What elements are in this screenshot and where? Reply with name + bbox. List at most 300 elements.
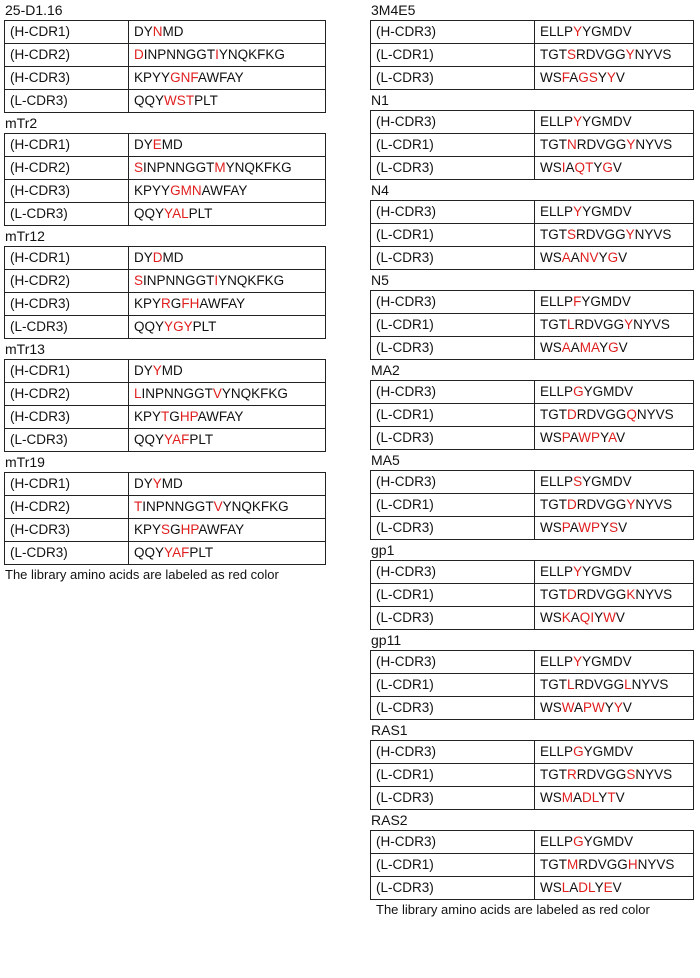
residue: G xyxy=(274,47,285,62)
residue: Y xyxy=(161,183,171,198)
residue: V xyxy=(655,407,665,422)
residue: T xyxy=(540,137,549,152)
residue: V xyxy=(594,317,604,332)
residue: A xyxy=(565,160,575,175)
residue: D xyxy=(173,24,184,39)
residue: N xyxy=(173,386,184,401)
residue: S xyxy=(663,497,673,512)
residue: G xyxy=(615,227,626,242)
cdr-sequence xyxy=(535,584,694,607)
residue: N xyxy=(146,273,157,288)
residue: L xyxy=(556,294,565,309)
left-column xyxy=(4,0,326,584)
cdr-region-label: (L-CDR1) xyxy=(371,134,535,157)
cdr-sequence xyxy=(535,404,694,427)
residue: N xyxy=(637,857,648,872)
cdr-region-label: (L-CDR3) xyxy=(5,316,129,339)
cdr-sequence xyxy=(129,429,326,452)
residue: M xyxy=(600,294,613,309)
cdr-region-label: (H-CDR1) xyxy=(5,134,129,157)
cdr-region-label: (H-CDR3) xyxy=(371,471,535,494)
residue: Y xyxy=(583,744,593,759)
residue: T xyxy=(206,273,215,288)
antibody-block xyxy=(370,0,694,90)
residue: V xyxy=(622,564,632,579)
residue: D xyxy=(612,564,623,579)
cdr-row xyxy=(371,741,694,764)
residue: T xyxy=(205,499,214,514)
residue: K xyxy=(264,273,274,288)
cdr-region-label: (H-CDR3) xyxy=(5,67,129,90)
residue: P xyxy=(188,206,198,221)
cdr-region-label: (H-CDR1) xyxy=(5,21,129,44)
residue: Y xyxy=(582,564,592,579)
residue: K xyxy=(251,386,261,401)
residue: N xyxy=(176,47,186,62)
residue: T xyxy=(208,319,217,334)
residue: Y xyxy=(155,206,165,221)
residue: V xyxy=(624,384,634,399)
cdr-region-label: (L-CDR3) xyxy=(371,427,535,450)
library-residue: W xyxy=(603,610,616,625)
residue: A xyxy=(199,296,208,311)
residue: Y xyxy=(143,363,153,378)
residue: D xyxy=(134,363,144,378)
residue: G xyxy=(604,47,616,62)
cdr-region-label: (L-CDR3) xyxy=(371,67,535,90)
cdr-region-label: (H-CDR3) xyxy=(371,741,535,764)
residue: L xyxy=(549,384,557,399)
residue: E xyxy=(540,564,550,579)
cdr-sequence xyxy=(535,201,694,224)
library-residue: T xyxy=(134,499,143,514)
residue: V xyxy=(653,227,663,242)
cdr-row xyxy=(371,381,694,404)
residue: N xyxy=(635,137,646,152)
cdr-region-label: (H-CDR3) xyxy=(371,291,535,314)
residue: L xyxy=(201,319,209,334)
residue: Y xyxy=(645,137,655,152)
residue: T xyxy=(558,137,568,152)
cdr-row xyxy=(371,314,694,337)
residue: Y xyxy=(598,250,608,265)
cdr-table xyxy=(370,110,694,180)
residue: F xyxy=(220,296,229,311)
library-residue: Q xyxy=(574,160,586,175)
residue: K xyxy=(254,160,264,175)
cdr-region-label: (L-CDR1) xyxy=(371,584,535,607)
footnote: The library amino acids are labeled as red color xyxy=(5,567,279,582)
cdr-sequence xyxy=(535,337,694,360)
residue: G xyxy=(591,24,602,39)
residue: Y xyxy=(645,587,655,602)
residue: D xyxy=(173,137,183,152)
residue: Q xyxy=(134,93,145,108)
residue: Y xyxy=(644,47,654,62)
residue: A xyxy=(569,430,579,445)
cdr-sequence xyxy=(129,270,326,293)
cdr-region-label: (L-CDR1) xyxy=(371,494,535,517)
library-residue: S xyxy=(588,70,598,85)
residue: N xyxy=(146,499,156,514)
residue: V xyxy=(654,497,664,512)
residue: T xyxy=(558,587,568,602)
cdr-row xyxy=(371,134,694,157)
library-residue: F xyxy=(561,70,570,85)
antibody-block xyxy=(370,450,694,540)
library-residue: I xyxy=(215,47,219,62)
residue: P xyxy=(564,114,574,129)
library-residue: Y xyxy=(573,24,583,39)
antibody-name: RAS2 xyxy=(371,812,408,828)
cdr-region-label: (H-CDR3) xyxy=(5,293,129,316)
library-residue: R xyxy=(567,767,577,782)
residue: Y xyxy=(600,520,610,535)
cdr-sequence xyxy=(129,542,326,565)
cdr-sequence xyxy=(129,293,326,316)
residue: W xyxy=(206,409,219,424)
cdr-region-label: (L-CDR1) xyxy=(371,224,535,247)
residue: A xyxy=(197,70,207,85)
cdr-row xyxy=(371,224,694,247)
antibody-block xyxy=(4,339,326,452)
residue: S xyxy=(663,137,673,152)
residue: G xyxy=(591,114,602,129)
cdr-region-label: (H-CDR3) xyxy=(371,21,535,44)
residue: T xyxy=(540,47,549,62)
residue: A xyxy=(197,409,207,424)
library-residue: W xyxy=(592,700,605,715)
residue: Y xyxy=(582,204,592,219)
residue: Y xyxy=(152,70,162,85)
residue: G xyxy=(277,386,288,401)
residue: E xyxy=(540,204,550,219)
residue: D xyxy=(173,476,183,491)
cdr-region-label: (L-CDR3) xyxy=(371,697,535,720)
residue: A xyxy=(570,340,580,355)
cdr-sequence xyxy=(535,674,694,697)
residue: G xyxy=(613,677,625,692)
residue: G xyxy=(617,857,628,872)
cdr-row xyxy=(5,383,326,406)
library-residue: E xyxy=(603,880,613,895)
residue: P xyxy=(564,654,574,669)
residue: M xyxy=(601,654,613,669)
residue: E xyxy=(540,834,550,849)
residue: A xyxy=(227,522,236,537)
residue: P xyxy=(157,47,167,62)
residue: V xyxy=(651,317,661,332)
residue: Y xyxy=(582,654,592,669)
residue: M xyxy=(601,564,613,579)
cdr-region-label: (H-CDR3) xyxy=(371,201,535,224)
library-residue: Y xyxy=(573,204,583,219)
cdr-sequence xyxy=(535,854,694,877)
residue: T xyxy=(209,93,218,108)
residue: P xyxy=(189,545,199,560)
residue: N xyxy=(175,273,186,288)
library-residue: D xyxy=(578,880,589,895)
residue: G xyxy=(606,857,618,872)
cdr-sequence xyxy=(129,316,326,339)
cdr-region-label: (L-CDR3) xyxy=(371,337,535,360)
library-residue: M xyxy=(214,160,226,175)
residue: D xyxy=(134,476,144,491)
residue: S xyxy=(662,227,672,242)
cdr-sequence xyxy=(535,471,694,494)
antibody-name: mTr2 xyxy=(5,115,38,131)
residue: G xyxy=(548,227,559,242)
cdr-sequence xyxy=(535,764,694,787)
residue: R xyxy=(576,227,586,242)
right-blocks xyxy=(370,0,694,900)
residue: T xyxy=(206,47,216,62)
residue: G xyxy=(196,47,207,62)
residue: D xyxy=(134,250,144,265)
residue: G xyxy=(548,767,559,782)
library-residue: Y xyxy=(164,432,173,447)
residue: Q xyxy=(134,319,145,334)
antibody-name: gp1 xyxy=(371,542,395,558)
residue: G xyxy=(592,834,604,849)
residue: G xyxy=(281,160,292,175)
library-residue: D xyxy=(582,790,592,805)
residue: W xyxy=(540,430,553,445)
residue: G xyxy=(613,317,625,332)
residue: T xyxy=(206,160,215,175)
residue: W xyxy=(540,340,553,355)
cdr-row xyxy=(371,697,694,720)
residue: Y xyxy=(143,24,153,39)
library-residue: Y xyxy=(164,545,173,560)
library-residue: N xyxy=(180,70,191,85)
cdr-region-label: (L-CDR1) xyxy=(371,44,535,67)
residue: W xyxy=(210,183,223,198)
residue: P xyxy=(192,319,202,334)
cdr-sequence xyxy=(535,741,694,764)
residue: V xyxy=(618,340,628,355)
cdr-row xyxy=(371,831,694,854)
cdr-row xyxy=(5,270,326,293)
residue: Y xyxy=(221,386,231,401)
library-residue: L xyxy=(134,386,142,401)
residue: T xyxy=(558,767,568,782)
antibody-name: mTr19 xyxy=(5,454,45,470)
library-residue: N xyxy=(579,250,590,265)
cdr-sequence xyxy=(129,203,326,226)
residue: V xyxy=(624,744,634,759)
residue: R xyxy=(576,767,587,782)
residue: T xyxy=(204,386,213,401)
residue: D xyxy=(586,767,597,782)
residue: V xyxy=(654,587,664,602)
residue: L xyxy=(556,204,565,219)
residue: W xyxy=(206,522,220,537)
cdr-row xyxy=(5,134,326,157)
cdr-sequence xyxy=(535,831,694,854)
library-residue: K xyxy=(561,610,571,625)
residue: S xyxy=(552,70,562,85)
cdr-table xyxy=(370,290,694,360)
residue: Y xyxy=(236,296,246,311)
cdr-row xyxy=(371,584,694,607)
residue: M xyxy=(162,24,174,39)
residue: G xyxy=(605,587,616,602)
residue: Q xyxy=(144,319,156,334)
library-residue: G xyxy=(602,160,613,175)
library-residue: G xyxy=(170,183,181,198)
cdr-region-label: (H-CDR3) xyxy=(371,111,535,134)
cdr-sequence xyxy=(535,494,694,517)
cdr-region-label: (H-CDR1) xyxy=(5,473,129,496)
library-residue: I xyxy=(561,160,566,175)
library-residue: M xyxy=(579,340,592,355)
residue: I xyxy=(143,160,147,175)
residue: P xyxy=(564,474,574,489)
residue: P xyxy=(143,183,153,198)
library-residue: L xyxy=(567,677,575,692)
cdr-row xyxy=(371,674,694,697)
antibody-name: MA2 xyxy=(371,362,400,378)
residue: T xyxy=(540,407,549,422)
residue: P xyxy=(564,294,574,309)
residue: N xyxy=(231,499,242,514)
residue: S xyxy=(552,340,562,355)
residue: T xyxy=(540,227,549,242)
residue: W xyxy=(540,700,553,715)
cdr-sequence xyxy=(535,651,694,674)
residue: N xyxy=(634,47,645,62)
cdr-row xyxy=(371,517,694,540)
residue: N xyxy=(165,273,176,288)
cdr-row xyxy=(5,203,326,226)
library-residue: T xyxy=(161,409,170,424)
residue: T xyxy=(558,677,568,692)
library-residue: D xyxy=(567,407,577,422)
cdr-row xyxy=(371,427,694,450)
cdr-table xyxy=(370,830,694,900)
cdr-region-label: (L-CDR3) xyxy=(371,877,535,900)
residue: G xyxy=(548,317,559,332)
residue: L xyxy=(549,834,557,849)
residue: Q xyxy=(144,93,156,108)
residue: V xyxy=(615,70,625,85)
residue: T xyxy=(204,206,213,221)
cdr-region-label: (L-CDR1) xyxy=(371,764,535,787)
residue: Q xyxy=(144,206,156,221)
residue: L xyxy=(549,744,557,759)
residue: F xyxy=(222,183,231,198)
residue: I xyxy=(142,499,147,514)
library-residue: W xyxy=(164,93,177,108)
library-residue: H xyxy=(189,296,200,311)
cdr-row xyxy=(5,429,326,452)
cdr-sequence xyxy=(129,473,326,496)
residue: D xyxy=(585,47,596,62)
library-residue: Y xyxy=(624,317,634,332)
residue: Y xyxy=(599,340,609,355)
residue: N xyxy=(635,587,646,602)
residue: L xyxy=(556,744,565,759)
residue: V xyxy=(624,834,634,849)
residue: S xyxy=(662,47,672,62)
residue: G xyxy=(194,386,205,401)
cdr-row xyxy=(5,519,326,542)
cdr-table xyxy=(370,200,694,270)
residue: V xyxy=(597,857,607,872)
residue: V xyxy=(596,767,606,782)
residue: D xyxy=(614,834,625,849)
residue: T xyxy=(540,317,549,332)
library-residue: S xyxy=(567,227,577,242)
residue: A xyxy=(226,70,235,85)
cdr-row xyxy=(371,201,694,224)
cdr-region-label: (L-CDR3) xyxy=(5,203,129,226)
cdr-table xyxy=(4,246,326,339)
cdr-region-label: (H-CDR3) xyxy=(371,381,535,404)
residue: G xyxy=(605,407,616,422)
cdr-region-label: (H-CDR3) xyxy=(371,831,535,854)
cdr-sequence xyxy=(129,134,326,157)
residue: Y xyxy=(600,430,609,445)
library-residue: V xyxy=(212,386,222,401)
residue: M xyxy=(601,114,613,129)
antibody-block xyxy=(370,270,694,360)
library-residue: S xyxy=(176,93,186,108)
library-residue: Q xyxy=(626,407,637,422)
residue: V xyxy=(622,24,632,39)
residue: D xyxy=(614,744,625,759)
residue: D xyxy=(584,317,595,332)
residue: G xyxy=(548,587,559,602)
residue: D xyxy=(173,363,183,378)
residue: P xyxy=(564,564,574,579)
residue: S xyxy=(552,880,562,895)
residue: S xyxy=(552,250,562,265)
residue: V xyxy=(594,677,604,692)
library-residue: N xyxy=(567,137,577,152)
residue: L xyxy=(549,654,557,669)
residue: W xyxy=(540,790,553,805)
residue: G xyxy=(591,204,602,219)
cdr-sequence xyxy=(535,607,694,630)
library-residue: W xyxy=(578,430,592,445)
library-residue: W xyxy=(578,520,592,535)
residue: K xyxy=(134,70,144,85)
residue: G xyxy=(591,564,602,579)
residue: V xyxy=(612,880,622,895)
library-residue: A xyxy=(172,206,182,221)
library-residue: P xyxy=(591,430,601,445)
cdr-table xyxy=(4,133,326,226)
cdr-row xyxy=(371,111,694,134)
cdr-row xyxy=(371,337,694,360)
cdr-region-label: (H-CDR3) xyxy=(371,651,535,674)
residue: N xyxy=(146,160,157,175)
cdr-row xyxy=(5,157,326,180)
cdr-region-label: (H-CDR1) xyxy=(5,360,129,383)
residue: Q xyxy=(144,545,156,560)
cdr-sequence xyxy=(535,291,694,314)
residue: Y xyxy=(152,183,162,198)
residue: Y xyxy=(152,296,162,311)
cdr-sequence xyxy=(535,44,694,67)
library-residue: G xyxy=(578,70,589,85)
library-residue: G xyxy=(173,319,184,334)
cdr-row xyxy=(371,494,694,517)
library-residue: Y xyxy=(183,319,193,334)
library-residue: G xyxy=(573,384,584,399)
